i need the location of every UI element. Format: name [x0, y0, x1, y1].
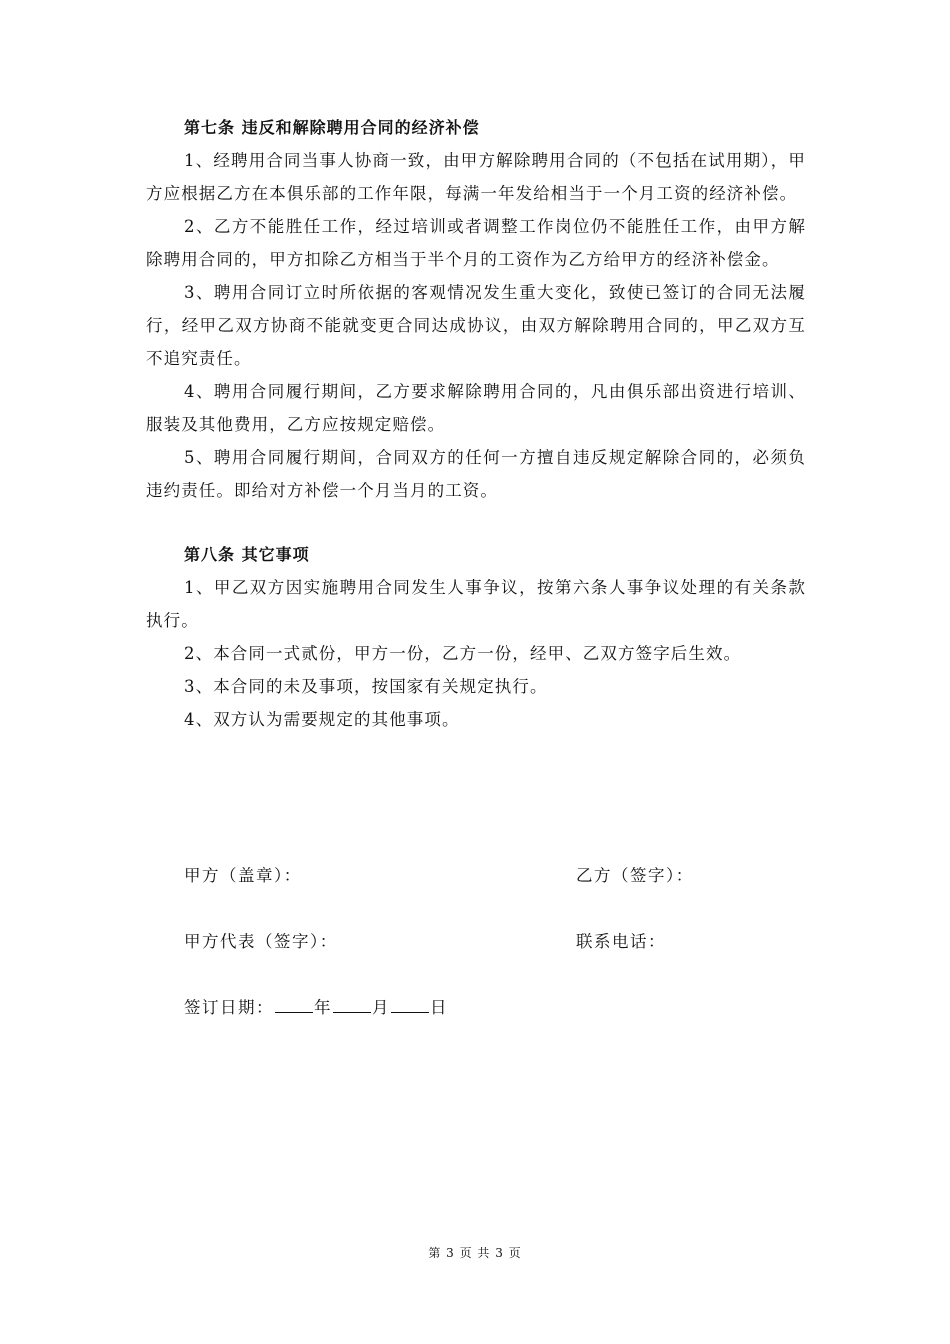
- article8-title: 第八条 其它事项: [184, 545, 310, 564]
- section-spacer: [146, 507, 806, 539]
- article7-item-4: 4、聘用合同履行期间，乙方要求解除聘用合同的，凡由俱乐部出资进行培训、服装及其他费用，乙方应按规定赔偿。: [146, 382, 806, 434]
- party-a-rep-label: 甲方代表（签字）：: [184, 932, 338, 951]
- signature-row-1: [184, 862, 784, 928]
- signature-block: [184, 862, 784, 1024]
- article7-item-2: 2、乙方不能胜任工作，经过培训或者调整工作岗位仍不能胜任工作，由甲方解除聘用合同的，甲方扣除乙方相当于半个月的工资作为乙方给甲方的经济补偿金。: [146, 217, 806, 269]
- document-body: [146, 112, 806, 736]
- article8-item-1: 1、甲乙双方因实施聘用合同发生人事争议，按第六条人事争议处理的有关条款执行。: [146, 578, 806, 630]
- year-label: 年: [314, 998, 332, 1017]
- page-footer: 第 3 页 共 3 页: [428, 1246, 522, 1260]
- article8-item-2: 2、本合同一式贰份，甲方一份，乙方一份，经甲、乙双方签字后生效。: [184, 644, 742, 663]
- article7-item-3: 3、聘用合同订立时所依据的客观情况发生重大变化，致使已签订的合同无法履行，经甲乙双方协商不能就变更合同达成协议，由双方解除聘用合同的，甲乙双方互不追究责任。: [146, 283, 806, 368]
- party-a-seal-label: 甲方（盖章）：: [184, 866, 302, 885]
- party-b-sign-label: 乙方（签字）：: [576, 866, 694, 885]
- contact-phone-label: 联系电话：: [576, 932, 666, 951]
- article7-item-1: 1、经聘用合同当事人协商一致，由甲方解除聘用合同的（不包括在试用期），甲方应根据乙方在本俱乐部的工作年限，每满一年发给相当于一个月工资的经济补偿。: [146, 151, 806, 203]
- date-label: 签订日期：: [184, 998, 274, 1017]
- month-blank: [333, 998, 371, 1013]
- signing-date-row: [184, 994, 784, 1024]
- article8-item-3: 3、本合同的未及事项，按国家有关规定执行。: [184, 677, 548, 696]
- article8-item-4: 4、双方认为需要规定的其他事项。: [184, 710, 460, 729]
- article7-title: 第七条 违反和解除聘用合同的经济补偿: [184, 118, 480, 137]
- month-label: 月: [372, 998, 390, 1017]
- signature-row-2: [184, 928, 784, 994]
- day-label: 日: [430, 998, 448, 1017]
- day-blank: [391, 998, 429, 1013]
- year-blank: [275, 998, 313, 1013]
- article7-item-5: 5、聘用合同履行期间，合同双方的任何一方擅自违反规定解除合同的，必须负违约责任。即给对方补偿一个月当月的工资。: [146, 448, 806, 500]
